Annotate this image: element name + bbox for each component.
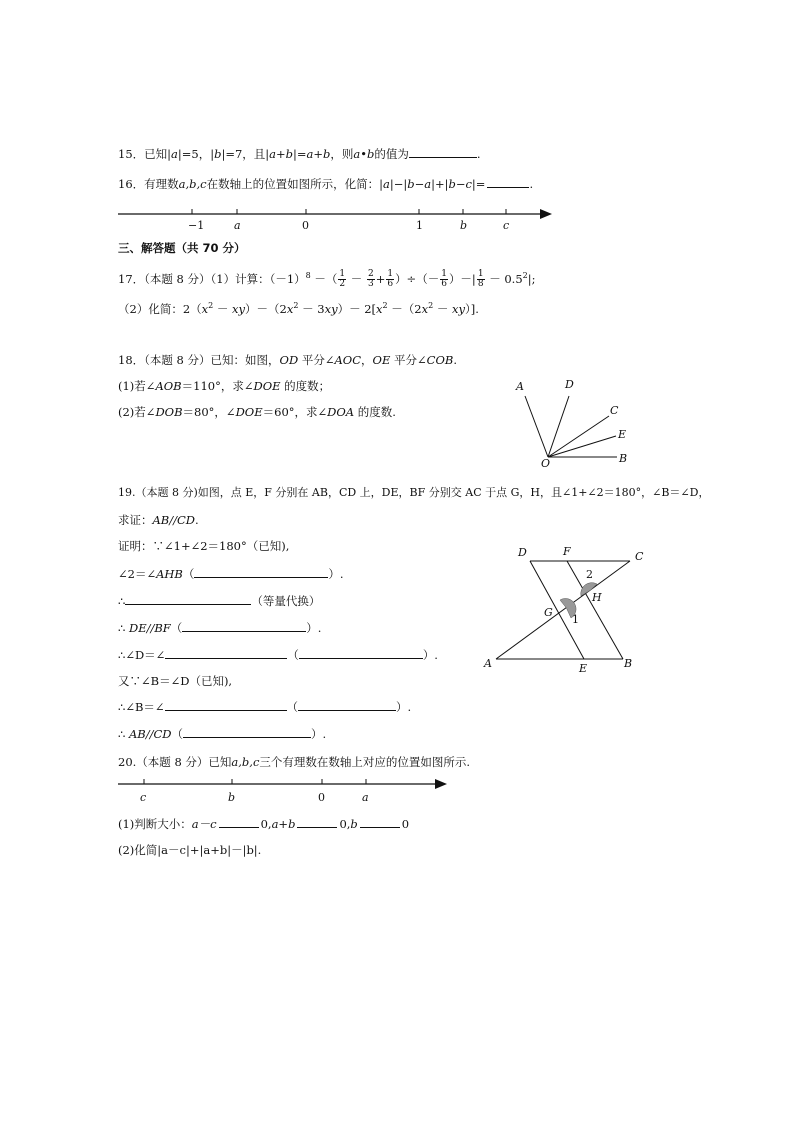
q17-exponent: 8 bbox=[305, 271, 311, 280]
denominator: 6 bbox=[441, 279, 447, 290]
proof-line-6: 又∵∠B＝∠D（已知), bbox=[118, 674, 233, 688]
q18-text: ， bbox=[361, 353, 373, 367]
q15-var-b: b bbox=[214, 147, 222, 161]
proof-blank[interactable] bbox=[125, 593, 251, 605]
label-C: C bbox=[610, 404, 619, 417]
q17-text: －（ bbox=[310, 271, 338, 286]
q19-text: . bbox=[195, 513, 199, 527]
fraction-one-sixth bbox=[386, 270, 394, 289]
q15-number: 15． bbox=[118, 147, 145, 161]
q17-text: ）－ 2[ bbox=[337, 301, 377, 316]
q18-text: 平分∠ bbox=[298, 353, 335, 367]
label-angle-1: 1 bbox=[572, 613, 579, 626]
proof-blank[interactable] bbox=[165, 699, 287, 711]
q17-text: － bbox=[213, 301, 233, 316]
q15-text: 已知| bbox=[144, 147, 172, 161]
q19-text: ）. bbox=[306, 621, 322, 635]
q18-text: 的度数. bbox=[354, 405, 396, 419]
q19-var: DE//BF bbox=[128, 621, 171, 635]
proof-line-7 bbox=[118, 699, 411, 715]
q19-text: ∴ bbox=[118, 621, 129, 635]
ray-OE bbox=[548, 436, 616, 457]
compare-blank[interactable] bbox=[297, 816, 337, 828]
label-F: F bbox=[563, 545, 571, 558]
proof-line-2 bbox=[118, 566, 344, 582]
q19-text: ∴ bbox=[118, 594, 126, 608]
proof-blank[interactable] bbox=[183, 726, 311, 738]
q16-text: 在数轴上的位置如图所示，化简： bbox=[206, 177, 380, 191]
q19-text: （ bbox=[286, 700, 299, 714]
denominator: 6 bbox=[387, 279, 394, 290]
q17-text: 17．（本题 8 分）（1）计算：（ bbox=[118, 271, 276, 286]
q17-op: + bbox=[375, 271, 386, 286]
label-angle-2: 2 bbox=[586, 568, 593, 581]
denominator: 8 bbox=[477, 279, 484, 290]
q18-var: DOE bbox=[235, 405, 263, 419]
var-x: x bbox=[421, 301, 429, 316]
proof-blank[interactable] bbox=[298, 699, 396, 711]
q19-text: （ bbox=[171, 727, 184, 741]
q15-answer-blank[interactable] bbox=[409, 146, 477, 158]
q19-text: ）. bbox=[328, 567, 344, 581]
q17-text: ）－| bbox=[448, 271, 476, 286]
q15-text: |=5，| bbox=[177, 147, 215, 161]
number-line-q16 bbox=[110, 198, 560, 236]
q19-var: AHB bbox=[156, 567, 183, 581]
q18-text: 平分∠ bbox=[390, 353, 427, 367]
q15-text: |=7，且| bbox=[221, 147, 270, 161]
numerator: 2 bbox=[367, 269, 374, 280]
q20-text: 0, bbox=[260, 817, 272, 831]
q19-text: （等量代换） bbox=[251, 594, 321, 608]
denominator: 2 bbox=[339, 279, 346, 290]
q18-text: 的度数； bbox=[280, 379, 331, 393]
q17-text: ）－（2 bbox=[245, 301, 287, 316]
q17-text: ）÷（－ bbox=[395, 271, 440, 286]
q17-text: －1） bbox=[275, 271, 306, 286]
question-19-goal bbox=[118, 512, 199, 528]
q17-op: － bbox=[347, 271, 366, 286]
q19-text: ∠2＝∠ bbox=[118, 567, 157, 581]
denominator: 3 bbox=[367, 279, 374, 290]
q20-expr: a－c bbox=[191, 817, 217, 831]
q18-var: COB bbox=[426, 353, 454, 367]
numerator: 1 bbox=[339, 269, 346, 280]
question-20-part1 bbox=[118, 816, 409, 832]
q15-expr: a+b bbox=[269, 147, 294, 161]
compare-blank[interactable] bbox=[219, 816, 259, 828]
tick-label-0: 0 bbox=[318, 791, 325, 804]
tick-label-a: a bbox=[362, 791, 369, 804]
q18-var: OE bbox=[372, 353, 391, 367]
fraction-one-eighth bbox=[477, 270, 485, 289]
q15-text: |= bbox=[293, 147, 307, 161]
q18-text: ＝80°，∠ bbox=[182, 405, 236, 419]
tick-label-neg1: −1 bbox=[188, 219, 205, 232]
q15-period: . bbox=[476, 147, 481, 161]
q17-text: |; bbox=[527, 271, 536, 286]
q20-text: 0 bbox=[401, 817, 410, 831]
label-C: C bbox=[635, 550, 644, 563]
question-16 bbox=[118, 176, 533, 192]
q19-text: ∴∠B＝∠ bbox=[118, 700, 165, 714]
q20-expr: b bbox=[350, 817, 358, 831]
numerator: 1 bbox=[477, 269, 484, 280]
q19-text: ∴ bbox=[118, 727, 129, 741]
q15-var-a: a bbox=[171, 147, 178, 161]
q18-var: DOB bbox=[155, 405, 183, 419]
q16-equals: = bbox=[475, 177, 486, 191]
q17-text: －（2 bbox=[387, 301, 422, 316]
q19-text: ∴∠D＝∠ bbox=[118, 648, 166, 662]
arrow-right-icon bbox=[540, 209, 552, 219]
tick-label-a: a bbox=[234, 219, 241, 232]
q18-var: DOE bbox=[253, 379, 281, 393]
label-H: H bbox=[592, 591, 602, 604]
q18-text: 18．（本题 8 分）已知：如图， bbox=[118, 353, 280, 367]
q18-var: DOA bbox=[327, 405, 355, 419]
q20-text: 三个有理数在数轴上对应的位置如图所示. bbox=[259, 755, 471, 769]
var-x: x bbox=[201, 301, 209, 316]
compare-blank[interactable] bbox=[360, 816, 400, 828]
proof-line-8 bbox=[118, 726, 326, 742]
question-18 bbox=[118, 352, 457, 368]
proof-blank[interactable] bbox=[165, 647, 287, 659]
q18-text: . bbox=[453, 353, 457, 367]
tick-label-1: 1 bbox=[416, 219, 423, 232]
ray-OD bbox=[548, 396, 569, 457]
segment-AC bbox=[496, 561, 630, 659]
q16-vars: a,b,c bbox=[178, 177, 207, 191]
label-D: D bbox=[518, 546, 527, 559]
q18-text: (1)若∠ bbox=[118, 379, 156, 393]
q16-expr: |a|−|b−a|+|b−c| bbox=[379, 177, 476, 191]
question-17-part1 bbox=[118, 264, 536, 291]
q19-text: ）. bbox=[311, 727, 327, 741]
q18-var: AOC bbox=[334, 353, 362, 367]
fraction-one-sixth bbox=[440, 270, 448, 289]
label-B: B bbox=[619, 452, 628, 465]
label-E: E bbox=[579, 662, 588, 675]
q18-text: (2)若∠ bbox=[118, 405, 156, 419]
q16-period: . bbox=[529, 177, 534, 191]
proof-blank[interactable] bbox=[194, 566, 328, 578]
q17-text: － 0.5 bbox=[485, 271, 523, 286]
label-B: B bbox=[624, 657, 633, 670]
number-line-q20 bbox=[110, 774, 455, 808]
q17-text: ）]. bbox=[465, 301, 479, 316]
q20-text: 20.（本题 8 分）已知 bbox=[118, 755, 232, 769]
proof-blank[interactable] bbox=[299, 647, 423, 659]
q19-text: （ bbox=[182, 567, 195, 581]
q19-text: ）. bbox=[422, 648, 438, 662]
q19-text: （ bbox=[287, 648, 299, 662]
q15-expr: a+b bbox=[306, 147, 331, 161]
label-G: G bbox=[544, 606, 553, 619]
question-17-part2: （2）化简：$2(x^2 - xy)-(2x^2 - 3xy)- 2[x^2 -(2x^2 - xy)]$. bbox=[118, 301, 479, 316]
q20-expr: a+b bbox=[271, 817, 296, 831]
proof-blank[interactable] bbox=[182, 620, 306, 632]
var-xy: xy bbox=[232, 301, 246, 316]
q17-text: － bbox=[433, 301, 453, 316]
proof-line-4 bbox=[118, 620, 321, 636]
q17-exponent: 2 bbox=[522, 271, 528, 280]
q17-text: （2）化简：2（ bbox=[118, 301, 202, 316]
q19-text: ）. bbox=[396, 700, 412, 714]
arrow-right-icon bbox=[435, 779, 447, 789]
q20-vars: a,b,c bbox=[231, 755, 260, 769]
q18-text: ＝60°，求∠ bbox=[262, 405, 328, 419]
q18-var: OD bbox=[279, 353, 299, 367]
q20-text: 0, bbox=[339, 817, 351, 831]
tick-label-b: b bbox=[228, 791, 236, 804]
angle-figure-q18 bbox=[505, 374, 640, 470]
q15-text: 的值为 bbox=[374, 147, 409, 161]
question-18-part1 bbox=[118, 378, 330, 394]
tick-label-b: b bbox=[460, 219, 468, 232]
ray-OA bbox=[525, 396, 548, 457]
fraction-two-thirds bbox=[367, 270, 375, 289]
label-D: D bbox=[565, 378, 574, 391]
q18-var: AOB bbox=[155, 379, 182, 393]
q19-text: （ bbox=[170, 621, 183, 635]
q16-text: 有理数 bbox=[144, 177, 179, 191]
q18-text: ＝110°，求∠ bbox=[181, 379, 254, 393]
q15-expr: a•b bbox=[353, 147, 375, 161]
proof-line-1: 证明：∵∠1+∠2＝180°（已知), bbox=[118, 539, 290, 553]
proof-line-5 bbox=[118, 647, 438, 663]
proof-line-3 bbox=[118, 593, 320, 609]
question-20-part2: (2)化简|a－c|+|a+b|－|b|. bbox=[118, 843, 262, 857]
ray-OC bbox=[548, 416, 609, 457]
var-x: x bbox=[376, 301, 383, 316]
q20-text: (1)判断大小： bbox=[118, 817, 192, 831]
q19-var: AB//CD bbox=[152, 513, 196, 527]
fraction-half bbox=[338, 270, 346, 289]
question-15 bbox=[118, 146, 481, 162]
var-xy: xy bbox=[324, 301, 338, 316]
label-A: A bbox=[484, 657, 492, 670]
var-x: x bbox=[286, 301, 294, 316]
q16-answer-blank[interactable] bbox=[487, 176, 529, 188]
label-E: E bbox=[618, 428, 627, 441]
tick-label-c: c bbox=[503, 219, 510, 232]
numerator: 1 bbox=[441, 269, 447, 280]
q16-number: 16． bbox=[118, 177, 145, 191]
numerator: 1 bbox=[387, 269, 394, 280]
section-heading: 三、解答题（共 70 分） bbox=[118, 241, 246, 255]
question-19: 19.（本题 8 分)如图，点 E，F 分别在 AB，CD 上，DE，BF 分别交 AC 于点 G，H，且∠1+∠2＝180°，∠B＝∠D， bbox=[118, 486, 710, 499]
label-A: A bbox=[516, 380, 524, 393]
var-xy: xy bbox=[452, 301, 466, 316]
q15-text: ，则 bbox=[330, 147, 354, 161]
tick-label-0: 0 bbox=[302, 219, 309, 232]
parallel-lines-figure-q19 bbox=[478, 543, 650, 678]
q17-text: － 3 bbox=[298, 301, 325, 316]
question-20 bbox=[118, 754, 470, 770]
tick-label-c: c bbox=[140, 791, 147, 804]
q19-text: 求证： bbox=[118, 513, 153, 527]
label-O: O bbox=[541, 457, 551, 470]
question-18-part2 bbox=[118, 404, 396, 420]
q19-var: AB//CD bbox=[128, 727, 172, 741]
